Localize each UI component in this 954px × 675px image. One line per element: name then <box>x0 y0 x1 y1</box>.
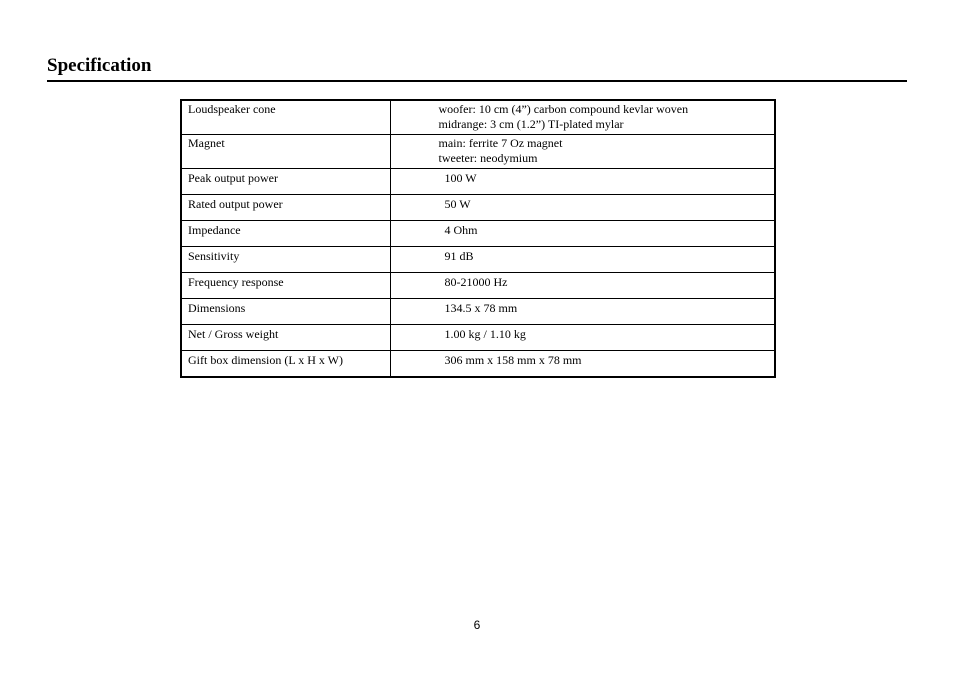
spec-label: Impedance <box>181 221 390 247</box>
spec-value: 50 W <box>390 195 775 221</box>
spec-value-line: midrange: 3 cm (1.2”) TI-plated mylar <box>438 117 624 131</box>
table-row <box>181 247 775 273</box>
spec-value: 80-21000 Hz <box>390 273 775 299</box>
table-row <box>181 273 775 299</box>
table-row <box>181 135 775 169</box>
page-title: Specification <box>47 55 152 76</box>
spec-value: 306 mm x 158 mm x 78 mm <box>390 351 775 378</box>
spec-label: Net / Gross weight <box>181 325 390 351</box>
spec-value <box>390 135 775 169</box>
table-row <box>181 351 775 378</box>
table-row <box>181 195 775 221</box>
spec-label: Gift box dimension (L x H x W) <box>181 351 390 378</box>
spec-value: 91 dB <box>390 247 775 273</box>
spec-value-line: tweeter: neodymium <box>438 151 538 165</box>
table-row <box>181 100 775 135</box>
title-divider <box>47 80 907 82</box>
spec-label: Magnet <box>181 135 390 169</box>
spec-value-line: main: ferrite 7 Oz magnet <box>438 136 563 150</box>
spec-value: 1.00 kg / 1.10 kg <box>390 325 775 351</box>
specification-table <box>180 99 776 378</box>
table-row <box>181 221 775 247</box>
spec-value: 100 W <box>390 169 775 195</box>
spec-label: Frequency response <box>181 273 390 299</box>
spec-label: Sensitivity <box>181 247 390 273</box>
table-row <box>181 169 775 195</box>
spec-value: 4 Ohm <box>390 221 775 247</box>
spec-value-line: woofer: 10 cm (4”) carbon compound kevlar woven <box>438 102 689 116</box>
spec-value <box>390 100 775 135</box>
spec-label: Loudspeaker cone <box>181 100 390 135</box>
spec-label: Peak output power <box>181 169 390 195</box>
spec-label: Dimensions <box>181 299 390 325</box>
spec-value: 134.5 x 78 mm <box>390 299 775 325</box>
page-number: 6 <box>473 618 481 632</box>
table-row <box>181 299 775 325</box>
spec-label: Rated output power <box>181 195 390 221</box>
table-row <box>181 325 775 351</box>
